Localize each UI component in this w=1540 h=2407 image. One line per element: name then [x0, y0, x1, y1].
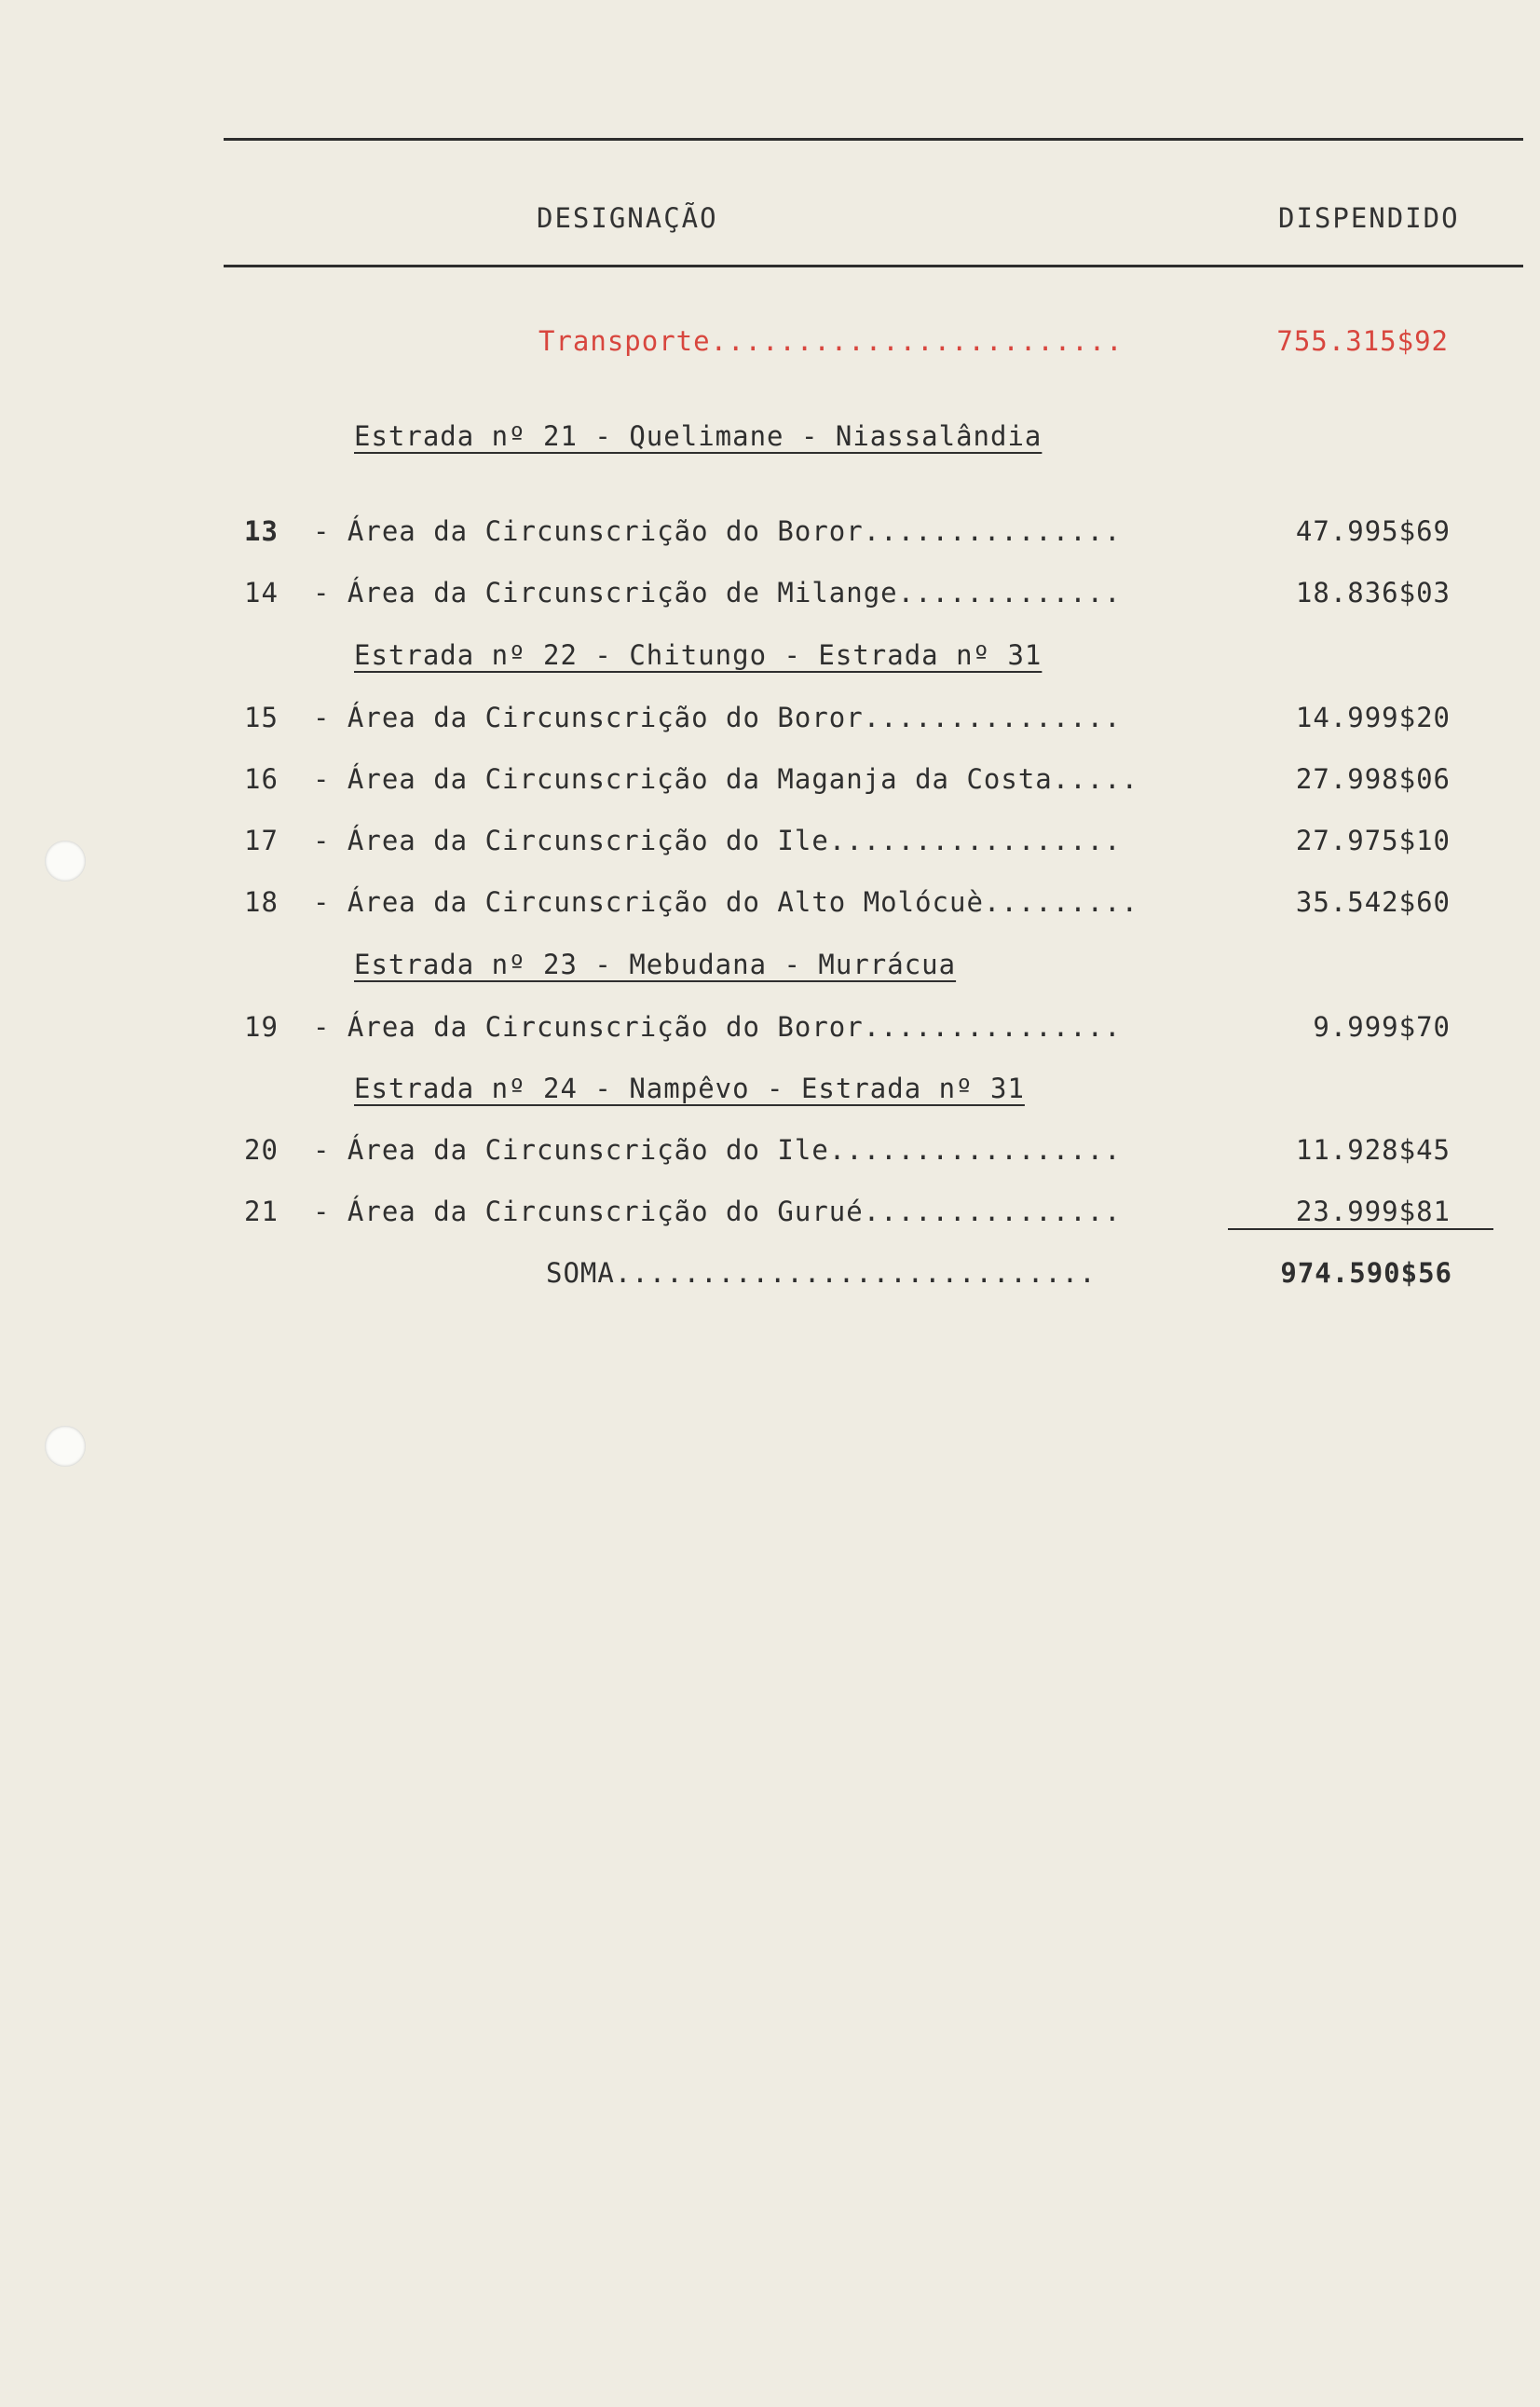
row-amount: 27.998$06 — [1295, 763, 1451, 795]
row-amount: 35.542$60 — [1295, 886, 1451, 918]
row-amount: 14.999$20 — [1295, 702, 1451, 733]
total-label: SOMA............................ — [546, 1257, 1097, 1289]
row-number: 17 — [244, 825, 279, 856]
row-description: - Área da Circunscrição do Boror............... — [313, 515, 1122, 547]
row-description: - Área da Circunscrição do Ile................. — [313, 825, 1122, 856]
row-amount: 27.975$10 — [1295, 825, 1451, 856]
row-number: 21 — [244, 1196, 279, 1227]
row-description: - Área da Circunscrição de Milange............. — [313, 577, 1122, 609]
row-description: - Área da Circunscrição do Ile................. — [313, 1134, 1122, 1166]
transport-amount: 755.315$92 — [1276, 325, 1449, 357]
row-description: - Área da Circunscrição do Boror............... — [313, 702, 1122, 733]
designation-header: DESIGNAÇÃO — [537, 202, 718, 234]
punch-hole — [45, 841, 86, 882]
section-heading: Estrada nº 21 - Quelimane - Niassalândia — [354, 420, 1043, 452]
header-bottom-rule — [224, 265, 1523, 267]
section-heading: Estrada nº 22 - Chitungo - Estrada nº 31 — [354, 639, 1043, 671]
row-amount: 11.928$45 — [1295, 1134, 1451, 1166]
row-number: 20 — [244, 1134, 279, 1166]
row-description: - Área da Circunscrição do Gurué............... — [313, 1196, 1122, 1227]
punch-hole — [45, 1426, 86, 1467]
top-rule — [224, 138, 1523, 141]
row-number: 13 — [244, 515, 279, 547]
spent-header: DISPENDIDO — [1278, 202, 1460, 234]
row-number: 14 — [244, 577, 279, 609]
row-number: 16 — [244, 763, 279, 795]
row-description: - Área da Circunscrição da Maganja da Costa..... — [313, 763, 1139, 795]
row-number: 15 — [244, 702, 279, 733]
row-amount: 18.836$03 — [1295, 577, 1451, 609]
total-amount: 974.590$56 — [1280, 1257, 1452, 1289]
transport-label: Transporte........................ — [538, 325, 1124, 357]
row-amount: 47.995$69 — [1295, 515, 1451, 547]
row-amount: 23.999$81 — [1295, 1196, 1451, 1227]
row-description: - Área da Circunscrição do Alto Molócuè......... — [313, 886, 1139, 918]
row-number: 18 — [244, 886, 279, 918]
section-heading: Estrada nº 24 - Nampêvo - Estrada nº 31 — [354, 1073, 1025, 1104]
subtotal-underline — [1228, 1228, 1493, 1230]
row-number: 19 — [244, 1011, 279, 1043]
row-description: - Área da Circunscrição do Boror............... — [313, 1011, 1122, 1043]
row-amount: 9.999$70 — [1313, 1011, 1451, 1043]
section-heading: Estrada nº 23 - Mebudana - Murrácua — [354, 949, 957, 980]
